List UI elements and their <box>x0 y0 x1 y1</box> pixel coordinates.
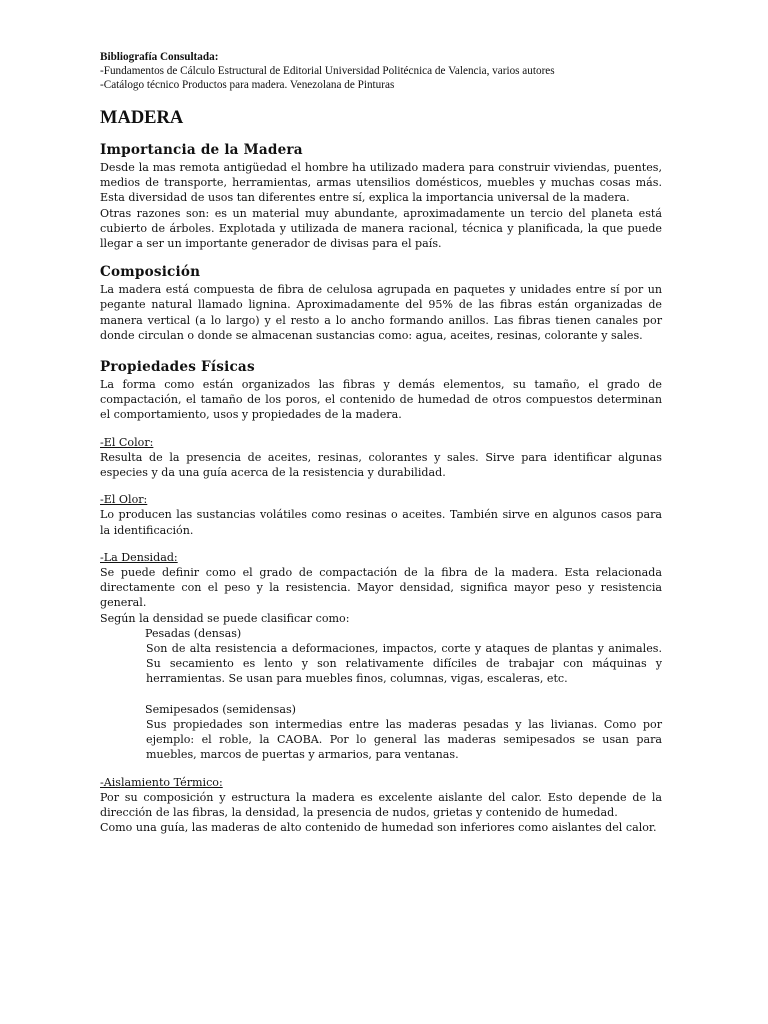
paragraph: Por su composición y estructura la madera es excelente aislante del calor. Esto depende de la dirección de las fibras, la densidad, la presencia de nudos, grietas y contenido de humedad. <box>100 790 662 819</box>
section-heading: Propiedades Físicas <box>100 359 255 376</box>
paragraph: Lo producen las sustancias volátiles como resinas o aceites. También sirve en algunos casos para la identificación. <box>100 508 662 537</box>
subheading-aislamiento: -Aislamiento Térmico: <box>100 775 223 789</box>
paragraph: La forma como están organizados las fibras y demás elementos, su tamaño, el grado de compactación, el tamaño de los poros, el contenido de humedad de otros compuestos determinan el comportamiento, usos y propiedades de la madera. <box>100 378 662 422</box>
spacer <box>100 687 662 702</box>
paragraph: Resulta de la presencia de aceites, resinas, colorantes y sales. Sirve para identificar algunas especies y da una guía acerca de la resistencia y durabilidad. <box>100 450 662 480</box>
paragraph: Como una guía, las maderas de alto contenido de humedad son inferiores como aislantes del calor. <box>100 821 657 835</box>
paragraph: Se puede definir como el grado de compactación de la fibra de la madera. Esta relacionada directamente con el peso y la resistencia. Mayor densidad, significa mayor peso y resistencia general. <box>100 566 662 610</box>
paragraph: Según la densidad se puede clasificar como: <box>100 611 350 625</box>
paragraph: Otras razones son: es un material muy abundante, aproximadamente un tercio del planeta está cubierto de árboles. Explotada y utilizada de manera racional, técnica y planificada, la que puede llegar a ser un importante generador de divisas para el país. <box>100 206 662 251</box>
density-class-text: Son de alta resistencia a deformaciones, impactos, corte y ataques de plantas y animales. Su secamiento es lento y son relativamente difíciles de trabajar con máquinas y herramientas. Se usan para muebles finos, columnas, vigas, escaleras, etc. <box>146 642 662 686</box>
document-title: MADERA <box>100 108 184 128</box>
density-class-text: Sus propiedades son intermedias entre las maderas pesadas y las livianas. Como por ejemplo: el roble, la CAOBA. Por lo general las maderas semipesados se usan para muebles, marcos de puertas y armarios, para ventanas. <box>146 717 662 762</box>
density-class-label: Semipesados (semidensas) <box>145 702 297 716</box>
section-heading: Composición <box>100 264 201 281</box>
subheading-color: -El Color: <box>100 435 154 449</box>
paragraph: La madera está compuesta de fibra de celulosa agrupada en paquetes y unidades entre sí por un pegante natural llamado lignina. Aproximadamente del 95% de las fibras están organizadas de manera vertical (a lo largo) y el resto a lo ancho formando anillos. Las fibras tienen canales por donde circulan o donde se almacenan sustancias como: agua, aceites, resinas, colorante y sales. <box>100 283 662 342</box>
subheading-olor: -El Olor: <box>100 493 148 507</box>
density-class-label: Pesadas (densas) <box>145 626 242 640</box>
paragraph: Desde la mas remota antigüedad el hombre ha utilizado madera para construir viviendas, puentes, medios de transporte, herramientas, armas utensilios domésticos, muebles y muchas cosas más. Esta diversidad de usos tan diferentes entre sí, explica la importancia universal de la madera. <box>100 161 662 205</box>
section-importancia <box>100 142 662 251</box>
section-heading: Importancia de la Madera <box>100 142 303 158</box>
subheading-densidad: -La Densidad: <box>100 550 178 564</box>
bibliography-title: Bibliografía Consultada: <box>100 51 219 63</box>
bibliography-item: -Fundamentos de Cálculo Estructural de Editorial Universidad Politécnica de Valencia, varios autores <box>100 65 555 77</box>
section-propiedades <box>100 359 662 835</box>
document-page <box>100 50 662 848</box>
section-composicion <box>100 264 662 343</box>
bibliography-item: -Catálogo técnico Productos para madera. Venezolana de Pinturas <box>100 79 395 91</box>
bibliography <box>100 50 662 92</box>
